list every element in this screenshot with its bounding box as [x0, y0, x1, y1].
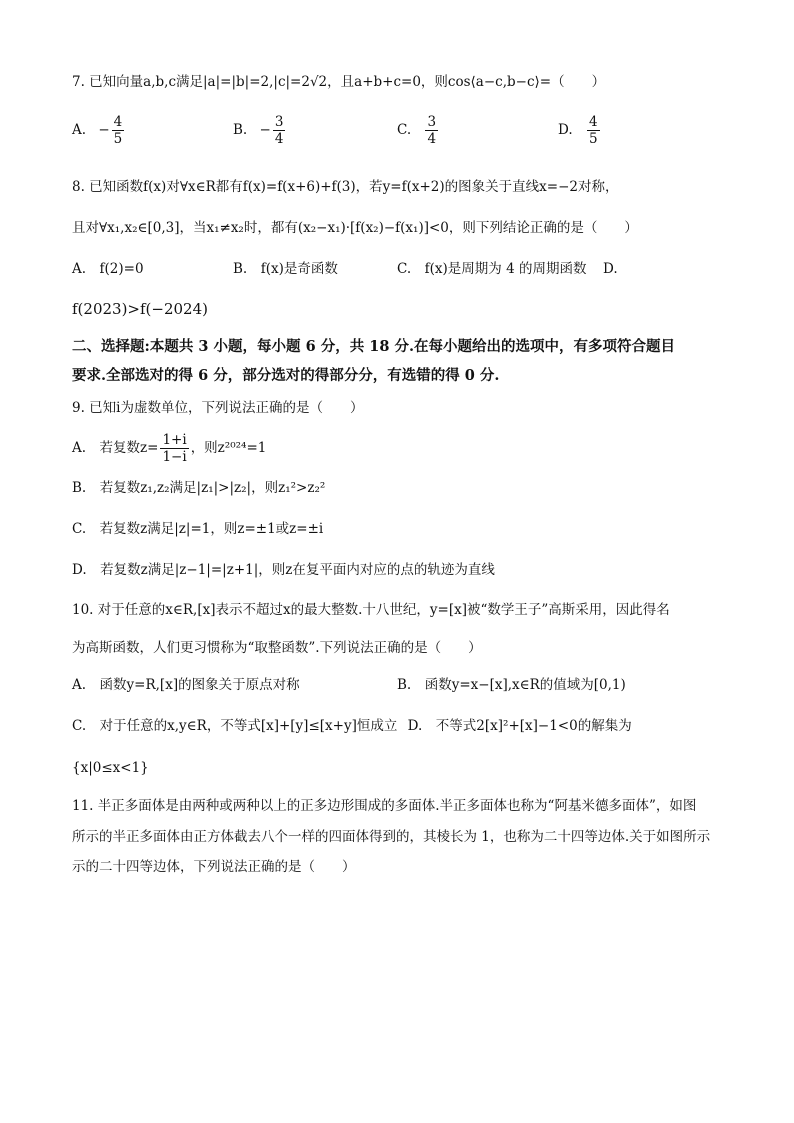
q8-option-c: C. f(x)是周期为 4 的周期函数 — [397, 261, 587, 277]
q7-option-c-num: 3 — [427, 114, 437, 130]
q8-option-d-content: f(2023)>f(−2024) — [72, 300, 208, 318]
q7-option-b — [233, 114, 287, 147]
q7-option-c-fraction — [425, 114, 438, 147]
q7-option-b-num: 3 — [274, 114, 284, 130]
section-2-heading-line-1: 二、选择题:本题共 3 小题，每小题 6 分，共 18 分.在每小题给出的选项中，有多项符合题目 — [72, 338, 676, 355]
q10-option-c-d — [72, 716, 632, 736]
q8-option-a: A. f(2)=0 — [72, 261, 144, 277]
q9-option-a-post: ，则z²⁰²⁴=1 — [190, 440, 267, 456]
q11-stem-line-1: 11. 半正多面体是由两种或两种以上的正多边形围成的多面体.半正多面体也称为“阿基米德多面体”，如图 — [72, 798, 697, 814]
q7-option-d-den: 5 — [588, 131, 598, 147]
q9-option-a-den: 1−i — [162, 449, 187, 465]
q7-option-d-label: D. — [558, 122, 573, 138]
q10-option-d-content: {x|0≤x<1} — [72, 760, 149, 776]
q8-stem-line-2: 且对∀x₁,x₂∈[0,3]，当x₁≠x₂时，都有(x₂−x₁)·[f(x₂)−f(x₁)]<0，则下列结论正确的是（ ） — [72, 220, 638, 236]
q9-stem: 9. 已知i为虚数单位，下列说法正确的是（ ） — [72, 400, 364, 416]
q7-option-d — [558, 114, 602, 147]
q7-option-c — [397, 114, 440, 147]
q7-option-b-sign: − — [259, 122, 271, 138]
q7-option-d-num: 4 — [588, 114, 598, 130]
q10-stem-line-2: 为高斯函数，人们更习惯称为“取整函数”.下列说法正确的是（ ） — [72, 640, 482, 656]
q11-stem-line-3: 示的二十四等边体，下列说法正确的是（ ） — [72, 859, 356, 875]
q7-option-b-label: B. — [233, 122, 248, 138]
q9-option-b: B. 若复数z₁,z₂满足|z₁|>|z₂|，则z₁²>z₂² — [72, 480, 326, 496]
q11-stem-line-2: 所示的半正多面体由正方体截去八个一样的四面体得到的，其棱长为 1，也称为二十四等边体.关于如图所示 — [72, 829, 711, 845]
q9-option-d: D. 若复数z满足|z−1|=|z+1|，则z在复平面内对应的点的轨迹为直线 — [72, 562, 495, 578]
q7-option-a — [72, 114, 126, 147]
q7-option-b-den: 4 — [274, 131, 284, 147]
q7-option-a-den: 5 — [113, 131, 123, 147]
q8-stem-line-1: 8. 已知函数f(x)对∀x∈R都有f(x)=f(x+6)+f(3)，若y=f(x+2)的图象关于直线x=−2对称， — [72, 179, 619, 195]
q9-option-a-fraction — [160, 432, 188, 465]
q9-option-c: C. 若复数z满足|z|=1，则z=±1或z=±i — [72, 521, 324, 537]
q7-option-d-fraction — [587, 114, 600, 147]
q8-option-b: B. f(x)是奇函数 — [233, 261, 338, 277]
q7-stem: 7. 已知向量a,b,c满足|a|=|b|=2,|c|=2√2，且a+b+c=0，则cos⟨a−c,b−c⟩=（ ） — [72, 74, 606, 90]
q10-option-b: B. 函数y=x−[x],x∈R的值域为[0,1) — [397, 677, 626, 693]
q8-option-d-label: D. — [603, 261, 618, 277]
q10-option-c: C. 对于任意的x,y∈R，不等式[x]+[y]≤[x+y]恒成立 — [72, 718, 398, 734]
q10-option-a: A. 函数y=R,[x]的图象关于原点对称 — [72, 677, 300, 693]
q9-option-a — [72, 432, 266, 465]
q7-option-a-fraction — [112, 114, 125, 147]
q9-option-a-pre: A. 若复数z= — [72, 440, 159, 456]
q7-option-b-fraction — [273, 114, 286, 147]
q7-option-a-num: 4 — [113, 114, 123, 130]
section-2-heading-line-2: 要求.全部选对的得 6 分，部分选对的得部分分，有选错的得 0 分. — [72, 367, 500, 384]
q7-option-a-sign: − — [98, 122, 110, 138]
q7-option-a-label: A. — [72, 122, 87, 138]
q7-option-c-den: 4 — [427, 131, 437, 147]
q9-option-a-num: 1+i — [162, 432, 187, 448]
q10-option-d: D. 不等式2[x]²+[x]−1<0的解集为 — [407, 718, 632, 734]
q7-option-c-label: C. — [397, 122, 412, 138]
q10-stem-line-1: 10. 对于任意的x∈R,[x]表示不超过x的最大整数.十八世纪，y=[x]被“数学王子”高斯采用，因此得名 — [72, 602, 670, 618]
